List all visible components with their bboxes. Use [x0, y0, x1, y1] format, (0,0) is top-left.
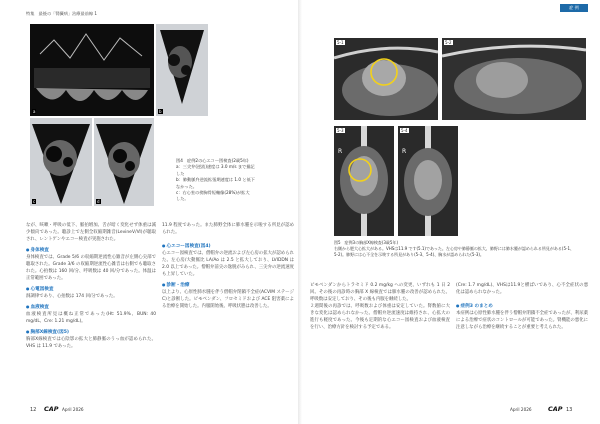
figure-4-caption: 図4 症例2の心エコー図検査(2歳5年) a：三尖弁(逆流)速度は 3.0 m/s まで描記 した b：肺動脈弁逆流拡張期速度は 1.0 と低下 なかった。 c：右心室の傍胸骨短軸像(28%)が拡大 した。	[176, 158, 255, 202]
paragraph: (Cre: 1.7 mg/dL)、VHSは11.9と横ばいであり、心不全症状の悪化は認められなかった。	[456, 283, 588, 295]
page-number-left: 12	[30, 407, 37, 413]
xray-panel-5-1	[334, 38, 438, 120]
paragraph: ピモベンダンからトラセミド 0.2 mg/kg への変更、いずれも 1 日 2 回。その後の再診時の胸部 X 線検査では肺水腫の改善が認められた。呼吸数は安定しており、その後も内服を継続した。 ２週間後の再診では、呼吸数および体重は安定していた。腎数値に大きな変化は認められなかった。僧帽弁逆流速度は維持され、心拡大の進行も軽度であった。今後も定期的な心エコー図検査および血液検査を行い、治療方針を検討する予定である。	[310, 283, 450, 330]
magazine-logo-right: CAP	[548, 405, 563, 413]
section-heading: ● 胸部X線検査(図5)	[26, 328, 156, 336]
right-page-column-1	[310, 282, 450, 331]
paragraph: 血液検査所見は概ね正常であった(Ht: 51.9%、BUN: 40 mg/dL、Cre: 1.21 mg/dL)。	[26, 312, 156, 324]
section-tab: 症 例	[560, 4, 588, 12]
left-page-column-1	[26, 222, 156, 350]
section-heading: ● 身体検査	[26, 246, 156, 254]
spine-divider	[298, 0, 302, 424]
section-heading: ● 血液検査	[26, 303, 156, 311]
left-page-column-2	[162, 222, 294, 310]
panel-label-5-4: 5-4	[401, 128, 408, 133]
section-heading: ● 心電図検査	[26, 285, 156, 293]
echo-panel-d	[94, 118, 154, 206]
header-series-title: 特集 最後の「腎臓病」治療最前線 1	[26, 11, 97, 16]
right-side-marker: R	[402, 148, 407, 155]
paragraph: 本症例は心原性肺水腫を伴う僧帽弁閉鎖不全症であったが、利尿薬による治療で症状のコントロールが可能であった。腎機能の悪化に注意しながら治療を継続することが重要と考えられた。	[456, 311, 588, 330]
paragraph: なが、咳嗽・呼吸の低下、脈拍増加、舌が暗く変化せず体重は減少傾向であった。聴診上で左側全収縮期雑音(LevineⅤ/Ⅵ)が聴取され、レントゲンやエコー検査が実施された。	[26, 223, 156, 242]
panel-label-5-2: 5-2	[445, 40, 452, 45]
echo-panel-b	[156, 24, 208, 116]
paragraph: 胸部X線検査では心陰影の拡大と肺静脈のうっ血が認められた。VHS は 11.9 であった。	[26, 337, 156, 349]
panel-label-c: c	[33, 199, 36, 204]
paragraph: 心エコー図検査では、僧帽弁の逆流および左心房の拡大が認められた。左心房/大動脈比 LA/Ao は 2.5 と拡大しており、LVIDDN は 2.0 以上であった。僧帽弁前尖の逸脱がみられ、三尖弁の逆流速度も上昇していた。	[162, 251, 294, 277]
figure-5-caption: 図5 症例3の胸部X線検査(3歳5年) 右側から肥大心拡大がある。VHSは11.9 です(5.1)であった。左心房や肺静脈の拡大、肺野には肺水腫が認められる所見がある(5-1、 5-2)。肺野には心不全を示唆する所見があり(5-3、5-4)、胸水が認められた(5-3)。	[334, 240, 574, 257]
issue-date-left: April 2026	[62, 407, 84, 412]
panel-label-d: d	[97, 199, 100, 204]
panel-label-5-1: 5-1	[337, 40, 344, 45]
section-heading: ● 症例3 のまとめ	[456, 302, 588, 310]
echo-panel-c	[30, 118, 92, 206]
section-heading: ● 診断・治療	[162, 281, 294, 289]
magazine-logo-left: CAP	[44, 405, 59, 413]
xray-panel-5-3	[334, 126, 394, 236]
issue-date-right: April 2026	[510, 407, 532, 412]
paragraph: 身体検査では、Grade 5/6 の収縮期逆流性心雑音が左側心尖部で聴取された。Grade 3/6 の収縮期逆流性心雑音は右側でも聴取された。心拍数は 160 回/分、呼吸数は 40 回/分であった。体温は正常範囲であった。	[26, 255, 156, 281]
right-page-column-2	[456, 282, 588, 331]
section-heading: ● 心エコー図検査(図4)	[162, 242, 294, 250]
panel-label-5-3: 5-3	[337, 128, 344, 133]
paragraph: 以上より、心原性肺水腫を伴う僧帽弁閉鎖不全症(ACVIM ステージC)と診断した。ピモベンダン、フロセミドおよび ACE 阻害薬による治療を開始した。内服開始後、呼吸状態は改善した。	[162, 290, 294, 309]
paragraph: 11.9 程度であった。また肺野全体に肺水腫を示唆する所見が認められた。	[162, 223, 294, 235]
xray-panel-5-2	[442, 38, 586, 120]
paragraph: 洞調律であり、心拍数は 174 回/分であった。	[26, 294, 118, 299]
xray-panel-5-4	[398, 126, 458, 236]
right-side-marker: R	[338, 148, 343, 155]
page-number-right: 13	[566, 407, 573, 413]
echo-panel-a	[30, 24, 154, 116]
panel-label-b: b	[159, 109, 162, 114]
panel-label-a: a	[33, 109, 36, 114]
